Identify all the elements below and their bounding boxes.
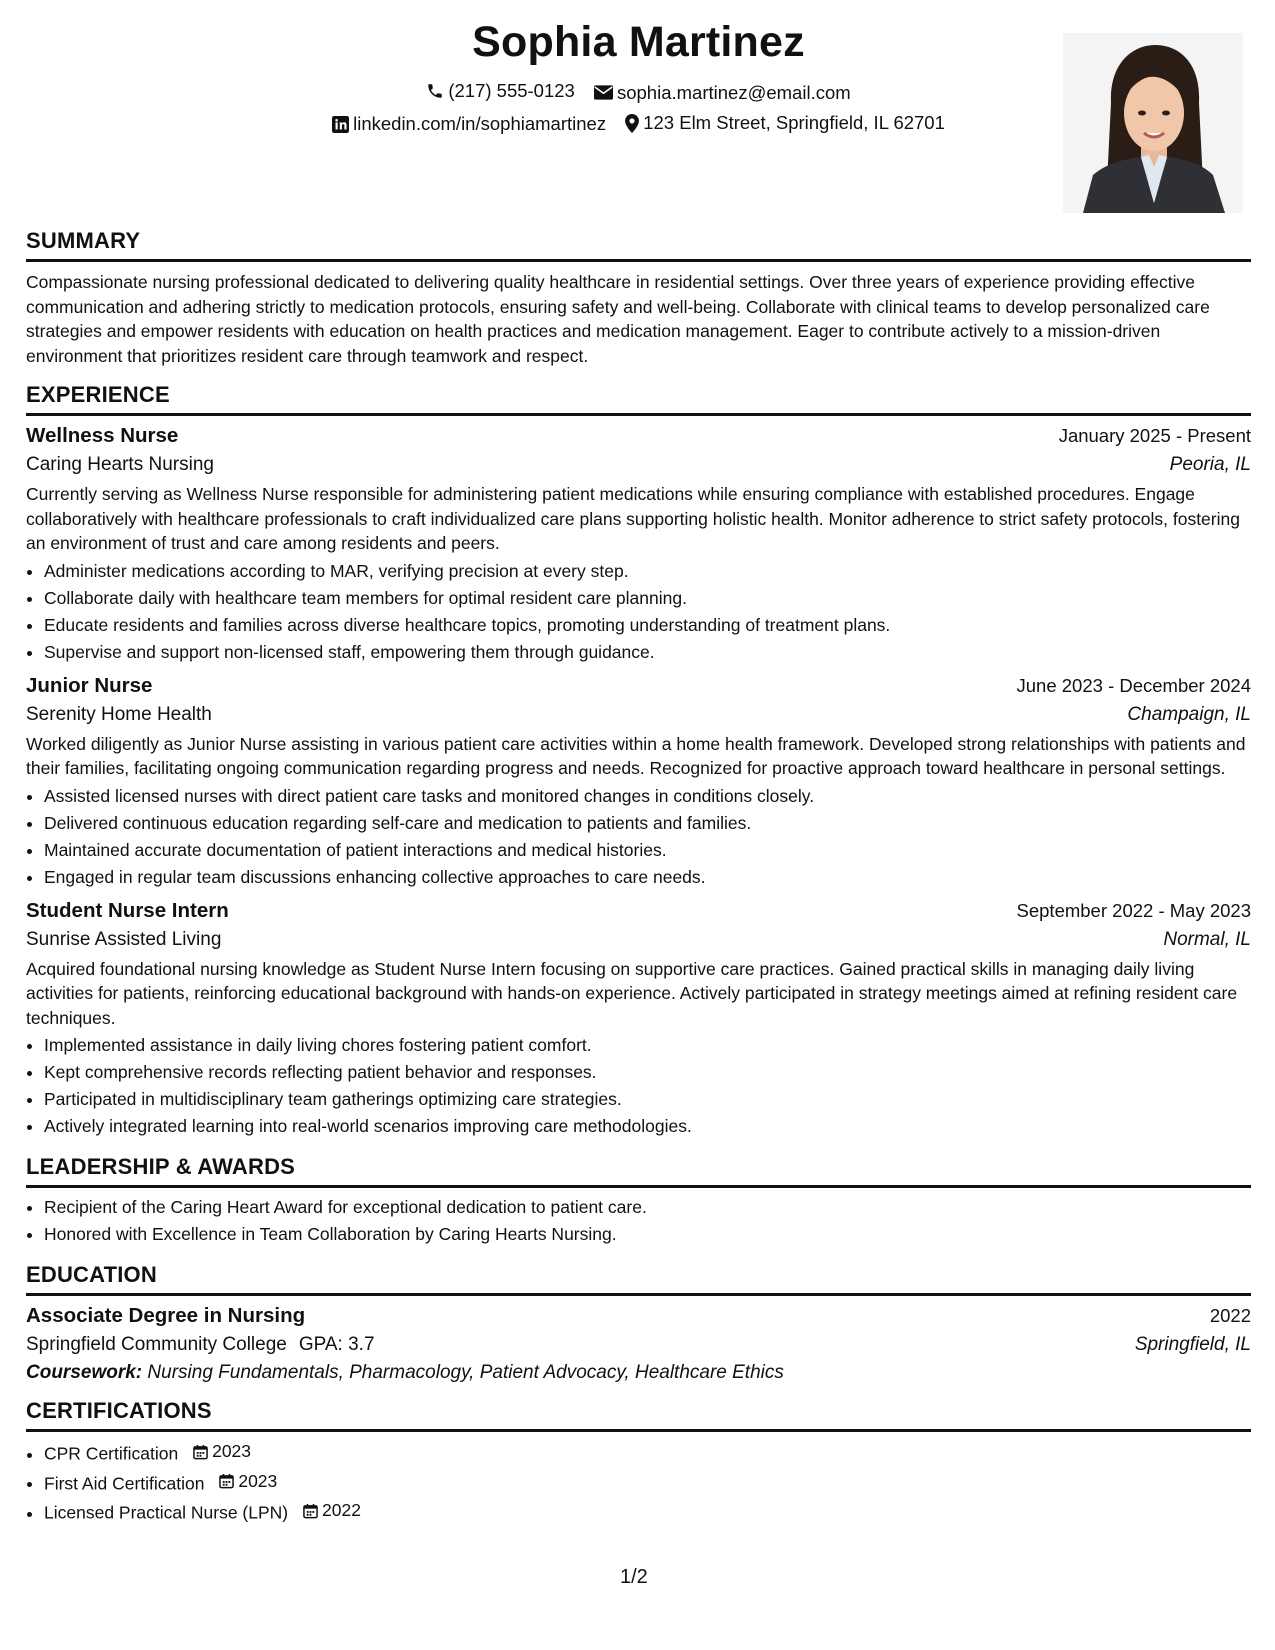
certification-year: 2023: [212, 1441, 252, 1461]
list-item: • Engaged in regular team discussions enhancing collective approaches to care needs.: [44, 864, 1251, 891]
job-organization: Sunrise Assisted Living: [26, 928, 222, 950]
list-item: • Educate residents and families across diverse healthcare topics, promoting understanding of treatment plans.: [44, 612, 1251, 639]
portrait-image: [1063, 33, 1243, 213]
job-title: Wellness Nurse: [26, 424, 179, 447]
list-item: • Collaborate daily with healthcare team members for optimal resident care planning.: [44, 585, 1251, 612]
job-organization: Serenity Home Health: [26, 703, 212, 725]
certification-year: 2022: [322, 1500, 361, 1520]
certification-year: 2023: [238, 1470, 278, 1491]
coursework-list: Nursing Fundamentals, Pharmacology, Patient Advocacy, Healthcare Ethics: [147, 1362, 784, 1383]
resume-header: [26, 0, 1251, 228]
linkedin-url[interactable]: linkedin.com/in/sophiamartinez: [353, 113, 607, 134]
job-description: Worked diligently as Junior Nurse assisting in various patient care activities within a home health framework. Developed strong relationships with patients and their families, facilitating ongoing communication regarding progress and needs. Recognized for proactive approach toward healthcare in personal settings.: [26, 733, 1246, 778]
job-location: Normal, IL: [1163, 928, 1251, 950]
job-title: Student Nurse Intern: [26, 898, 229, 922]
section-title-education: EDUCATION: [26, 1262, 1251, 1296]
page-number: 1/2: [620, 1566, 648, 1588]
job-header: [26, 674, 1251, 698]
certification-date: [193, 1438, 251, 1465]
phone-icon: [426, 82, 444, 100]
graduation-year: 2022: [1209, 1305, 1251, 1326]
list-item: • Participated in multidisciplinary team gatherings optimizing care strategies.: [44, 1086, 1251, 1113]
phone-number: (217) 555-0123: [448, 80, 575, 101]
coursework: [26, 1362, 1251, 1384]
school-name: Springfield Community College: [26, 1334, 287, 1355]
school-location: Springfield, IL: [1134, 1334, 1251, 1355]
profile-photo: [1063, 33, 1243, 213]
certifications-list: [26, 1438, 1251, 1527]
job-dates: June 2023 - December 2024: [1016, 674, 1251, 696]
education-subheader: [26, 1334, 1251, 1356]
job-dates: January 2025 - Present: [1058, 425, 1251, 446]
section-title-summary: SUMMARY: [26, 228, 1251, 262]
section-title-leadership: LEADERSHIP & AWARDS: [26, 1154, 1251, 1188]
certification-date: [219, 1468, 277, 1495]
leadership-list: [26, 1194, 1251, 1248]
linkedin-icon: [332, 116, 349, 133]
street-address: 123 Elm Street, Springfield, IL 62701: [643, 112, 945, 133]
job-location: Champaign, IL: [1127, 703, 1251, 725]
list-item: • Kept comprehensive records reflecting patient behavior and responses.: [44, 1059, 1251, 1086]
certification-name: First Aid Certification: [44, 1473, 205, 1493]
list-item: [44, 1468, 1251, 1498]
certification-name: Licensed Practical Nurse (LPN): [44, 1502, 289, 1523]
linkedin-contact[interactable]: [332, 113, 606, 135]
calendar-icon: [303, 1503, 318, 1519]
coursework-label: Coursework:: [26, 1362, 143, 1383]
job-subheader: [26, 704, 1251, 726]
list-item: • Maintained accurate documentation of patient interactions and medical histories.: [44, 837, 1251, 864]
calendar-icon: [193, 1444, 208, 1460]
section-title-experience: EXPERIENCE: [26, 382, 1251, 416]
job-subheader: [26, 454, 1251, 476]
leadership-section: [26, 1154, 1251, 1248]
certifications-section: [26, 1398, 1251, 1527]
section-title-certifications: CERTIFICATIONS: [26, 1398, 1251, 1432]
list-item: • Recipient of the Caring Heart Award for exceptional dedication to patient care.: [44, 1194, 1251, 1221]
experience-section: [26, 382, 1251, 1140]
degree-name: Associate Degree in Nursing: [26, 1304, 306, 1327]
education-header: [26, 1304, 1251, 1328]
job-organization: Caring Hearts Nursing: [26, 454, 214, 475]
job-bullets: [26, 1032, 1251, 1140]
summary-text: Compassionate nursing professional dedicated to delivering quality healthcare in residential settings. Over three years of experience providing effective communication and adhering strictly to medication protocols, ensuring safety and well-being. Collaborate with clinical teams to develop personalized care strategies and empower residents with education on health practices and medication management. Eager to contribute actively to a mission-driven environment that prioritizes resident care through teamwork and respect.: [26, 272, 1210, 366]
map-pin-icon: [625, 114, 639, 133]
gpa: GPA: 3.7: [298, 1334, 375, 1355]
list-item: [44, 1497, 1251, 1527]
school-info: [26, 1334, 375, 1356]
list-item: • Assisted licensed nurses with direct patient care tasks and monitored changes in conditions closely.: [44, 783, 1251, 810]
job-subheader: [26, 929, 1251, 951]
phone-contact: [426, 80, 575, 102]
job-entry: [26, 899, 1251, 1141]
list-item: • Honored with Excellence in Team Collaboration by Caring Hearts Nursing.: [44, 1221, 1251, 1248]
candidate-name: Sophia Martinez: [472, 18, 805, 66]
certification-date: [303, 1497, 361, 1524]
summary-section: [26, 228, 1251, 368]
resume-page: [26, 0, 1251, 1527]
email-contact[interactable]: [594, 82, 851, 104]
job-description: Acquired foundational nursing knowledge as Student Nurse Intern focusing on supportive care practices. Gained practical skills in managing daily living activities for patients, reinforcing educational background with hands-on experience. Actively participated in strategy meetings aimed at refining resident care techniques.: [26, 958, 1238, 1028]
list-item: • Supervise and support non-licensed staff, empowering them through guidance.: [44, 639, 1251, 666]
job-location: Peoria, IL: [1169, 454, 1251, 475]
education-section: [26, 1262, 1251, 1384]
envelope-icon: [594, 85, 613, 100]
job-header: [26, 424, 1251, 448]
job-header: [26, 899, 1251, 923]
list-item: • Implemented assistance in daily living chores fostering patient comfort.: [44, 1032, 1251, 1059]
job-entry: [26, 674, 1251, 891]
list-item: • Delivered continuous education regarding self-care and medication to patients and families.: [44, 810, 1251, 837]
job-bullets: [26, 558, 1251, 666]
job-description: Currently serving as Wellness Nurse responsible for administering patient medications while ensuring compliance with established procedures. Engage collaboratively with healthcare professionals to craft individualized care plans supporting holistic health. Monitor adherence to strict safety protocols, fostering an environment of trust and care among residents and peers.: [26, 484, 1240, 553]
job-bullets: [26, 783, 1251, 891]
calendar-icon: [219, 1473, 234, 1489]
address-contact: [625, 112, 945, 134]
email-address[interactable]: sophia.martinez@email.com: [616, 81, 851, 103]
list-item: • Administer medications according to MAR, verifying precision at every step.: [44, 558, 1251, 585]
job-entry: [26, 424, 1251, 666]
list-item: • Actively integrated learning into real-world scenarios improving care methodologies.: [44, 1113, 1251, 1140]
certification-name: CPR Certification: [44, 1443, 179, 1464]
job-dates: September 2022 - May 2023: [1016, 899, 1251, 921]
job-title: Junior Nurse: [26, 673, 153, 697]
list-item: [44, 1438, 1251, 1468]
